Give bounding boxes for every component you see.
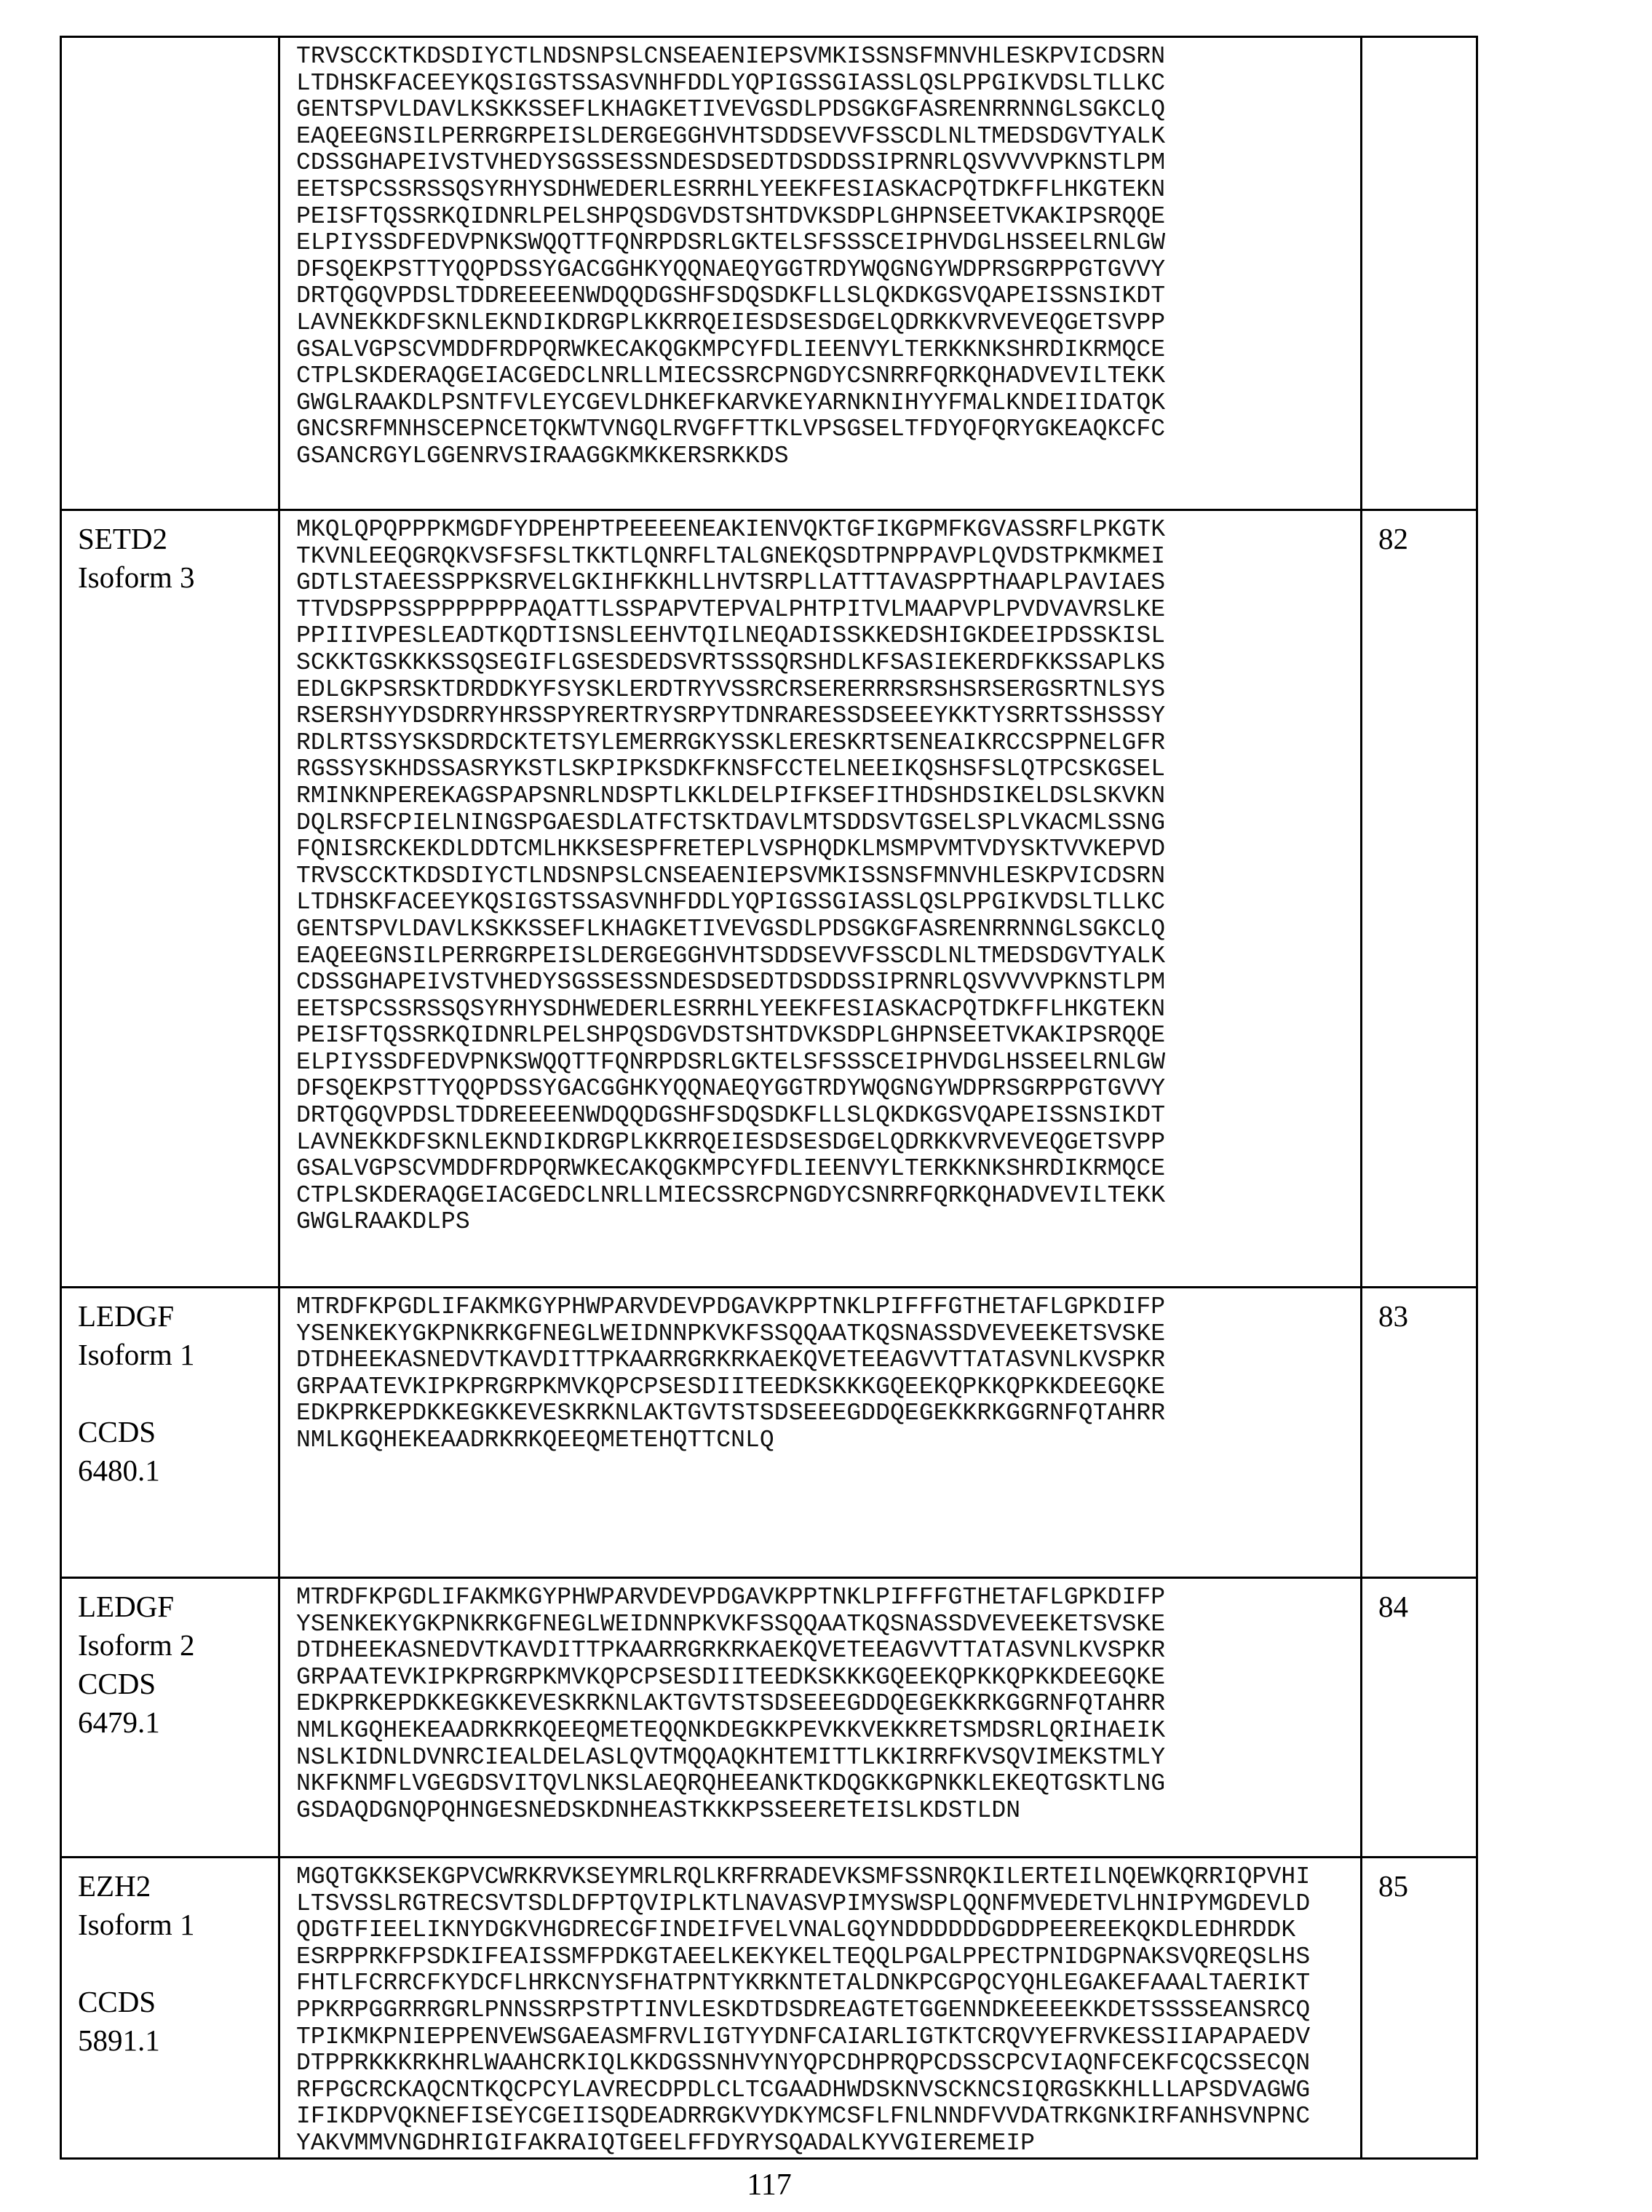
table-row xyxy=(61,1288,1477,1578)
sequence-cell xyxy=(279,510,1362,1288)
sequence-line: NMLKGQHEKEAADRKRKQEEQMETEQQNKDEGKKPEVKKVEKKRETSMDSRLQRIHAEIK xyxy=(296,1718,1360,1745)
protein-name-cell xyxy=(61,1858,279,2159)
sequence-line: NKFKNMFLVGEGDSVITQVLNKSLAEQRQHEEANKTKDQGKKGPNKKLEKEQTGSKTLNG xyxy=(296,1771,1360,1798)
sequence-line: EDKPRKEPDKKEGKKEVESKRKNLAKTGVTSTSDSEEEGDDQEGEKKRKGGRNFQTAHRR xyxy=(296,1400,1360,1427)
sequence-table xyxy=(60,36,1478,2160)
sequence-line: DRTQGQVPDSLTDDREEEENWDQQDGSHFSDQSDKFLLSLQKDKGSVQAPEISSNSIKDT xyxy=(296,1103,1360,1130)
sequence-line: CDSSGHAPEIVSTVHEDYSGSSESSNDESDSEDTDSDDSSIPRNRLQSVVVVPKNSTLPM xyxy=(296,970,1360,996)
sequence-line: RMINKNPEREKAGSPAPSNRLNDSPTLKKLDELPIFKSEFITHDSHDSIKELDSLSKVKN xyxy=(296,783,1360,810)
sequence-line: GRPAATEVKIPKPRGRPKMVKQPCPSESDIITEEDKSKKKGQEEKQPKKQPKKDEEGQKE xyxy=(296,1374,1360,1401)
sequence-line: GSALVGPSCVMDDFRDPQRWKECAKQGKMPCYFDLIEENVYLTERKKNKSHRDIKRMQCE xyxy=(296,337,1360,364)
protein-label-line: EZH2 xyxy=(78,1867,278,1906)
sequence-line: GENTSPVLDAVLKSKKSSEFLKHAGKETIVEVGSDLPDSGKGFASRENRRNNGLSGKCLQ xyxy=(296,916,1360,943)
sequence-line: MTRDFKPGDLIFAKMKGYPHWPARVDEVPDGAVKPPTNKLPIFFFGTHETAFLGPKDIFP xyxy=(296,1585,1360,1612)
sequence-line: RGSSYSKHDSSASRYKSTLSKPIPKSDKFKNSFCCTELNEEIKQSHSFSLQTPCSKGSEL xyxy=(296,756,1360,783)
seq-id-number: 85 xyxy=(1362,1858,1477,2159)
protein-label-line: Isoform 1 xyxy=(78,1906,278,1944)
sequence-line: MTRDFKPGDLIFAKMKGYPHWPARVDEVPDGAVKPPTNKLPIFFFGTHETAFLGPKDIFP xyxy=(296,1294,1360,1321)
protein-label-line: Isoform 3 xyxy=(78,558,278,597)
sequence-line: GSALVGPSCVMDDFRDPQRWKECAKQGKMPCYFDLIEENVYLTERKKNKSHRDIKRMQCE xyxy=(296,1156,1360,1183)
protein-name-cell xyxy=(61,1288,279,1578)
sequence-line: NSLKIDNLDVNRCIEALDELASLQVTMQQAQKHTEMITTLKKIRRFKVSQVIMEKSTMLY xyxy=(296,1745,1360,1772)
sequence-cell xyxy=(279,1288,1362,1578)
sequence-line: PEISFTQSSRKQIDNRLPELSHPQSDGVDSTSHTDVKSDPLGHPNSEETVKAKIPSRQQE xyxy=(296,204,1360,231)
sequence-line: DQLRSFCPIELNINGSPGAESDLATFCTSKTDAVLMTSDDSVTGSELSPLVKACMLSSNG xyxy=(296,810,1360,837)
seq-id-number: 83 xyxy=(1362,1288,1477,1578)
page-number: 117 xyxy=(0,2168,1538,2203)
sequence-line: TPIKMKPNIEPPENVEWSGAEASMFRVLIGTYYDNFCAIARLIGTKTCRQVYEFRVKESSIIAPAPAEDV xyxy=(296,2024,1360,2051)
sequence-line: SCKKTGSKKKSSQSEGIFLGSESDEDSVRTSSSQRSHDLKFSASIEKERDFKKSSAPLKS xyxy=(296,650,1360,677)
sequence-line: TKVNLEEQGRQKVSFSFSLTKKTLQNRFLTALGNEKQSDTPNPPAVPLQVDSTPKMKMEI xyxy=(296,544,1360,571)
sequence-line: DRTQGQVPDSLTDDREEEENWDQQDGSHFSDQSDKFLLSLQKDKGSVQAPEISSNSIKDT xyxy=(296,283,1360,310)
seq-id-number: 82 xyxy=(1362,510,1477,1288)
sequence-line: YAKVMMVNGDHRIGIFAKRAIQTGEELFFDYRYSQADALKYVGIEREMEIP xyxy=(296,2130,1360,2157)
protein-label-line: LEDGF xyxy=(78,1587,278,1626)
sequence-cell xyxy=(279,1858,1362,2159)
sequence-line: FHTLFCRRCFKYDCFLHRKCNYSFHATPNTYKRKNTETALDNKPCGPQCYQHLEGAKEFAAALTAERIKT xyxy=(296,1970,1360,1997)
protein-label-line: Isoform 2 xyxy=(78,1626,278,1665)
sequence-line: TRVSCCKTKDSDIYCTLNDSNPSLCNSEAENIEPSVMKISSNSFMNVHLESKPVICDSRN xyxy=(296,44,1360,71)
protein-label-line: 6480.1 xyxy=(78,1451,278,1490)
sequence-line: GSDAQDGNQPQHNGESNEDSKDNHEASTKKKPSSEERETEISLKDSTLDN xyxy=(296,1798,1360,1825)
sequence-line: EDLGKPSRSKTDRDDKYFSYSKLERDTRYVSSRCRSERERRRSRSHSRSERGSRTNLSYS xyxy=(296,677,1360,704)
sequence-line: MKQLQPQPPPKMGDFYDPEHPTPEEEENEAKIENVQKTGFIKGPMFKGVASSRFLPKGTK xyxy=(296,517,1360,544)
sequence-line: LTDHSKFACEEYKQSIGSTSSASVNHFDDLYQPIGSSGIASSLQSLPPGIKVDSLTLLKC xyxy=(296,71,1360,98)
sequence-line: IFIKDPVQKNEFISEYCGEIISQDEADRRGKVYDKYMCSFLFNLNNDFVVDATRKGNKIRFANHSVNPNC xyxy=(296,2104,1360,2130)
sequence-line: PEISFTQSSRKQIDNRLPELSHPQSDGVDSTSHTDVKSDPLGHPNSEETVKAKIPSRQQE xyxy=(296,1023,1360,1050)
sequence-line: TRVSCCKTKDSDIYCTLNDSNPSLCNSEAENIEPSVMKISSNSFMNVHLESKPVICDSRN xyxy=(296,863,1360,890)
sequence-line: GWGLRAAKDLPS xyxy=(296,1209,1360,1236)
protein-label-line: LEDGF xyxy=(78,1297,278,1336)
sequence-line: PPKRPGGRRRGRLPNNSSRPSTPTINVLESKDTDSDREAGTETGGENNDKEEEEKKDETSSSSEANSRCQ xyxy=(296,1997,1360,2024)
sequence-line: DTPPRKKKRKHRLWAAHCRKIQLKKDGSSNHVYNYQPCDHPRQPCDSSCPCVIAQNFCEKFCQCSSECQN xyxy=(296,2050,1360,2077)
sequence-line: NMLKGQHEKEAADRKRKQEEQMETEHQTTCNLQ xyxy=(296,1427,1360,1454)
sequence-line: ESRPPRKFPSDKIFEAISSMFPDKGTAEELKEKYKELTEQQLPGALPPECTPNIDGPNAKSVQREQSLHS xyxy=(296,1944,1360,1971)
sequence-line: RSERSHYYDSDRRYHRSSPYRERTRYSRPYTDNRARESSDSEEEYKKTYSRRTSSHSSSY xyxy=(296,703,1360,730)
sequence-line: EAQEEGNSILPERRGRPEISLDERGEGGHVHTSDDSEVVFSSCDLNLTMEDSDGVTYALK xyxy=(296,943,1360,970)
protein-label-line xyxy=(78,1944,278,1983)
sequence-line: EDKPRKEPDKKEGKKEVESKRKNLAKTGVTSTSDSEEEGDDQEGEKKRKGGRNFQTAHRR xyxy=(296,1691,1360,1718)
sequence-line: DTDHEEKASNEDVTKAVDITTPKAARRGRKRKAEKQVETEEAGVVTTATASVNLKVSPKR xyxy=(296,1347,1360,1374)
protein-label-line: Isoform 1 xyxy=(78,1336,278,1374)
protein-label-line: CCDS xyxy=(78,1665,278,1703)
protein-name-cell xyxy=(61,510,279,1288)
sequence-line: QDGTFIEELIKNYDGKVHGDRECGFINDEIFVELVNALGQYNDDDDDDGDDPEEREEKQKDLEDHRDDK xyxy=(296,1917,1360,1944)
sequence-line: DTDHEEKASNEDVTKAVDITTPKAARRGRKRKAEKQVETEEAGVVTTATASVNLKVSPKR xyxy=(296,1638,1360,1665)
sequence-line: YSENKEKYGKPNKRKGFNEGLWEIDNNPKVKFSSQQAATKQSNASSDVEVEEKETSVSKE xyxy=(296,1612,1360,1638)
sequence-line: EETSPCSSRSSQSYRHYSDHWEDERLESRRHLYEEKFESIASKACPQTDKFFLHKGTEKN xyxy=(296,996,1360,1023)
sequence-line: GNCSRFMNHSCEPNCETQKWTVNGQLRVGFFTTKLVPSGSELTFDYQFQRYGKEAQKCFC xyxy=(296,416,1360,443)
sequence-line: RDLRTSSYSKSDRDCKTETSYLEMERRGKYSSKLERESKRTSENEAIKRCCSPPNELGFR xyxy=(296,730,1360,757)
sequence-line: GSANCRGYLGGENRVSIRAAGGKMKKERSRKKDS xyxy=(296,443,1360,470)
sequence-line: GRPAATEVKIPKPRGRPKMVKQPCPSESDIITEEDKSKKKGQEEKQPKKQPKKDEEGQKE xyxy=(296,1665,1360,1692)
sequence-line: CDSSGHAPEIVSTVHEDYSGSSESSNDESDSEDTDSDDSSIPRNRLQSVVVVPKNSTLPM xyxy=(296,150,1360,177)
sequence-line: EETSPCSSRSSQSYRHYSDHWEDERLESRRHLYEEKFESIASKACPQTDKFFLHKGTEKN xyxy=(296,177,1360,204)
protein-label-line: CCDS xyxy=(78,1413,278,1451)
protein-label-line: SETD2 xyxy=(78,520,278,558)
sequence-line: MGQTGKKSEKGPVCWRKRVKSEYMRLRQLKRFRRADEVKSMFSSNRQKILERTEILNQEWKQRRIQPVHI xyxy=(296,1864,1360,1891)
sequence-line: CTPLSKDERAQGEIACGEDCLNRLLMIECSSRCPNGDYCSNRRFQRKQHADVEVILTEKK xyxy=(296,363,1360,390)
sequence-line: YSENKEKYGKPNKRKGFNEGLWEIDNNPKVKFSSQQAATKQSNASSDVEVEEKETSVSKE xyxy=(296,1321,1360,1348)
table-row xyxy=(61,37,1477,510)
sequence-line: FQNISRCKEKDLDDTCMLHKKSESPFRETEPLVSPHQDKLMSMPVMTVDYSKTVVKEPVD xyxy=(296,836,1360,863)
sequence-line: DFSQEKPSTTYQQPDSSYGACGGHKYQQNAEQYGGTRDYWQGNGYWDPRSGRPPGTGVVY xyxy=(296,1076,1360,1103)
sequence-line: RFPGCRCKAQCNTKQCPCYLAVRECDPDLCLTCGAADHWDSKNVSCKNCSIQRGSKKHLLLAPSDVAGWG xyxy=(296,2077,1360,2104)
protein-label-line: CCDS xyxy=(78,1983,278,2021)
sequence-cell xyxy=(279,37,1362,510)
protein-name-cell xyxy=(61,37,279,510)
table-row xyxy=(61,510,1477,1288)
sequence-line: GWGLRAAKDLPSNTFVLEYCGEVLDHKEFKARVKEYARNKNIHYYFMALKNDEIIDATQK xyxy=(296,390,1360,417)
sequence-line: GDTLSTAEESSPPKSRVELGKIHFKKHLLHVTSRPLLATTTAVASPPTHAAPLPAVIAES xyxy=(296,570,1360,597)
table-row xyxy=(61,1578,1477,1858)
protein-label-line: 6479.1 xyxy=(78,1703,278,1742)
sequence-line: LAVNEKKDFSKNLEKNDIKDRGPLKKRRQEIESDSESDGELQDRKKVRVEVEQGETSVPP xyxy=(296,1130,1360,1157)
sequence-line: ELPIYSSDFEDVPNKSWQQTTFQNRPDSRLGKTELSFSSSCEIPHVDGLHSSEELRNLGW xyxy=(296,1050,1360,1077)
protein-label-line: 5891.1 xyxy=(78,2021,278,2060)
table-row xyxy=(61,1858,1477,2159)
sequence-line: GENTSPVLDAVLKSKKSSEFLKHAGKETIVEVGSDLPDSGKGFASRENRRNNGLSGKCLQ xyxy=(296,97,1360,124)
sequence-cell xyxy=(279,1578,1362,1858)
sequence-line: TTVDSPPSSPPPPPPPAQATTLSSPAPVTEPVALPHTPITVLMAAPVPLPVDVAVRSLKE xyxy=(296,597,1360,624)
sequence-line: DFSQEKPSTTYQQPDSSYGACGGHKYQQNAEQYGGTRDYWQGNGYWDPRSGRPPGTGVVY xyxy=(296,257,1360,284)
sequence-line: LAVNEKKDFSKNLEKNDIKDRGPLKKRRQEIESDSESDGELQDRKKVRVEVEQGETSVPP xyxy=(296,310,1360,337)
protein-name-cell xyxy=(61,1578,279,1858)
sequence-line: PPIIIVPESLEADTKQDTISNSLEEHVTQILNEQADISSKKEDSHIGKDEEIPDSSKISL xyxy=(296,623,1360,650)
protein-label-line xyxy=(78,1374,278,1413)
sequence-line: CTPLSKDERAQGEIACGEDCLNRLLMIECSSRCPNGDYCSNRRFQRKQHADVEVILTEKK xyxy=(296,1183,1360,1210)
sequence-line: LTSVSSLRGTRECSVTSDLDFPTQVIPLKTLNAVASVPIMYSWSPLQQNFMVEDETVLHNIPYMGDEVLD xyxy=(296,1891,1360,1918)
sequence-line: EAQEEGNSILPERRGRPEISLDERGEGGHVHTSDDSEVVFSSCDLNLTMEDSDGVTYALK xyxy=(296,124,1360,151)
sequence-line: LTDHSKFACEEYKQSIGSTSSASVNHFDDLYQPIGSSGIASSLQSLPPGIKVDSLTLLKC xyxy=(296,889,1360,916)
seq-id-number: 84 xyxy=(1362,1578,1477,1858)
seq-id-number xyxy=(1362,37,1477,510)
sequence-line: ELPIYSSDFEDVPNKSWQQTTFQNRPDSRLGKTELSFSSSCEIPHVDGLHSSEELRNLGW xyxy=(296,230,1360,257)
